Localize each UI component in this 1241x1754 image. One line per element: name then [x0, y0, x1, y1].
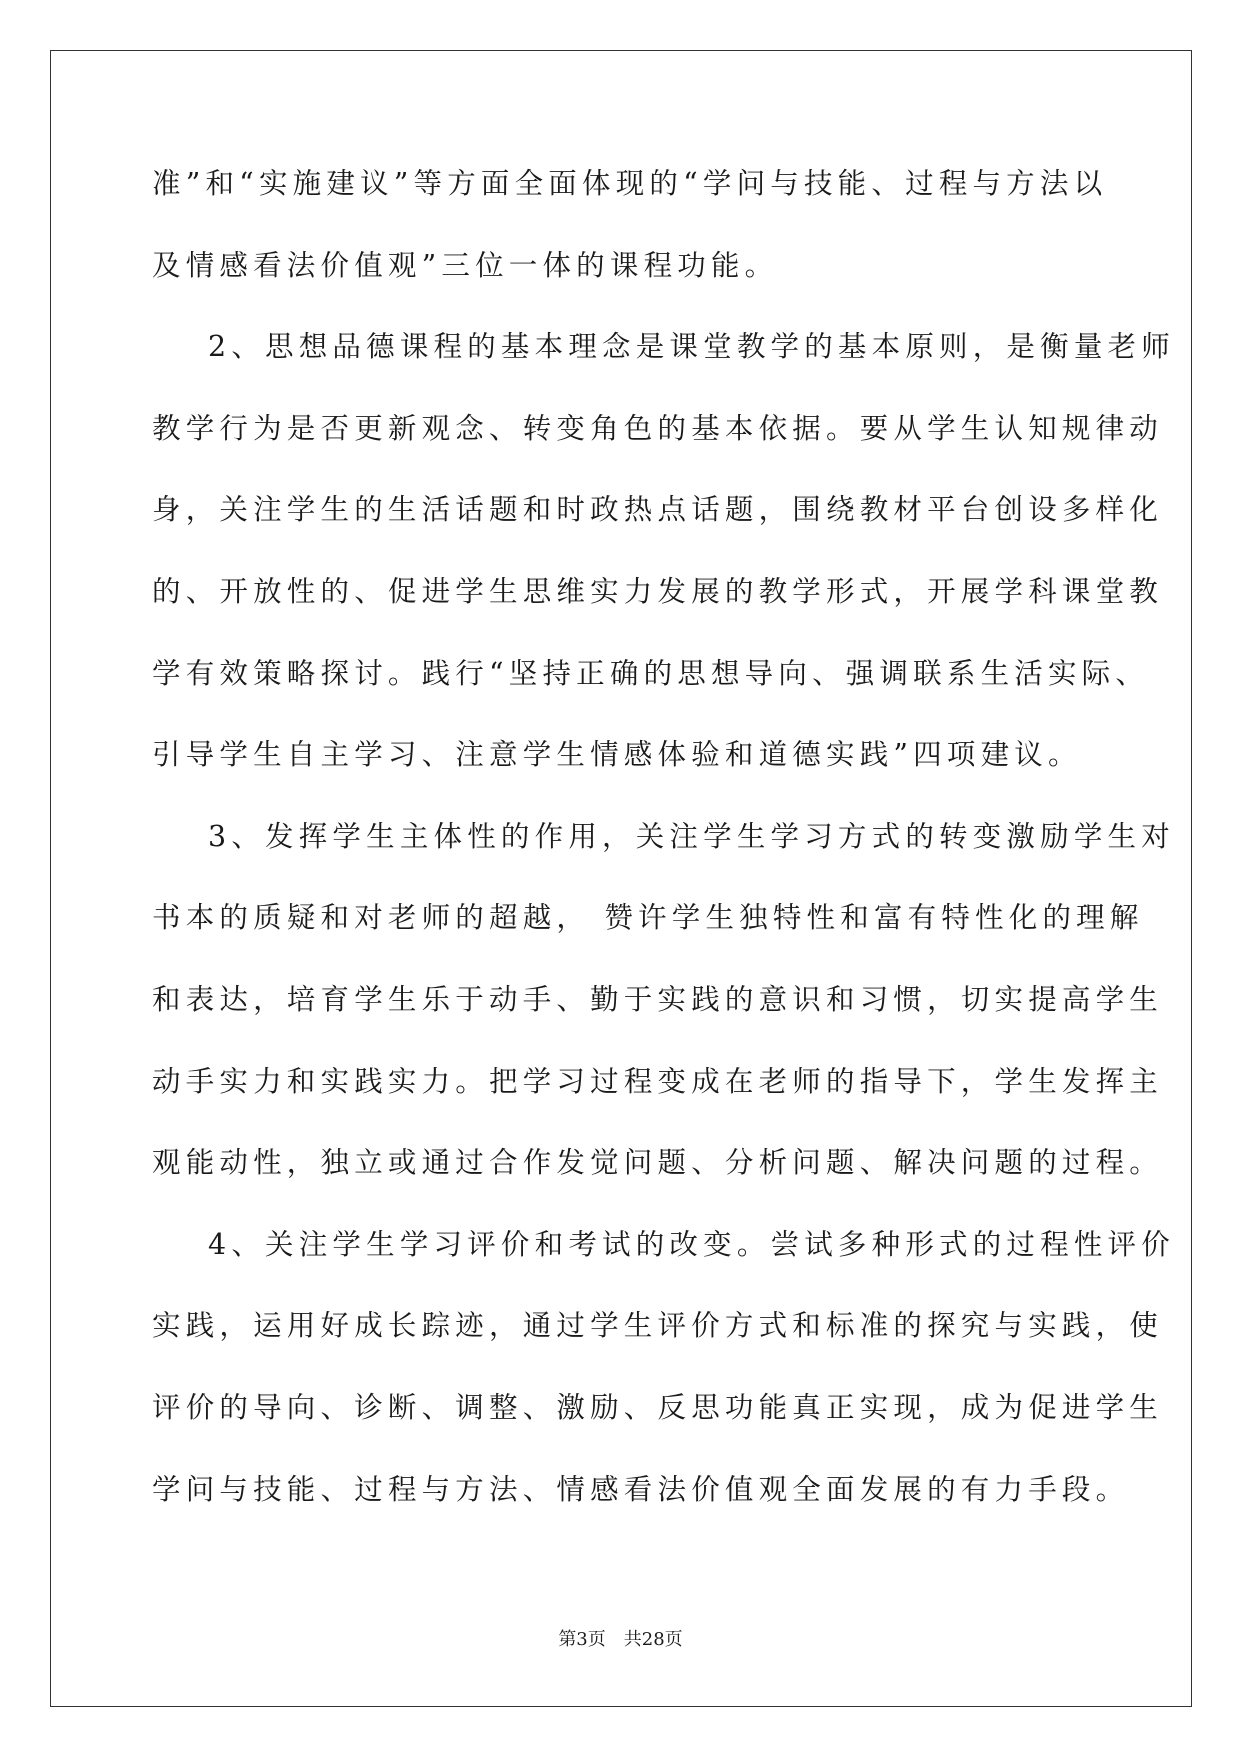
text-line: 实践，运用好成长踪迹，通过学生评价方式和标准的探究与实践，使: [152, 1309, 1164, 1343]
text-line: 和表达，培育学生乐于动手、勤于实践的意识和习惯，切实提高学生: [152, 982, 1164, 1016]
text-line: 3、发挥学生主体性的作用，关注学生学习方式的转变激励学生对: [208, 819, 1175, 853]
page-total: 共28页: [623, 1629, 683, 1650]
text-line: 动手实力和实践实力。把学习过程变成在老师的指导下，学生发挥主: [152, 1064, 1164, 1098]
text-line: 4、关注学生学习评价和考试的改变。尝试多种形式的过程性评价: [208, 1227, 1175, 1261]
text-line: 教学行为是否更新观念、转变角色的基本依据。要从学生认知规律动: [152, 411, 1164, 445]
text-line: 及情感看法价值观”三位一体的课程功能。: [152, 248, 779, 282]
page-number: 第3页: [558, 1629, 606, 1650]
text-line: 书本的质疑和对老师的超越， 赞许学生独特性和富有特性化的理解: [152, 901, 1144, 935]
text-line: 评价的导向、诊断、调整、激励、反思功能真正实现，成为促进学生: [152, 1390, 1164, 1424]
text-line: 准”和“实施建议”等方面全面体现的“学问与技能、过程与方法以: [152, 167, 1108, 200]
text-line: 的、开放性的、促进学生思维实力发展的教学形式，开展学科课堂教: [152, 574, 1164, 608]
page-footer: [0, 1625, 1241, 1651]
text-line: 2、思想品德课程的基本理念是课堂教学的基本原则，是衡量老师: [208, 330, 1175, 364]
text-line: 身，关注学生的生活话题和时政热点话题，围绕教材平台创设多样化: [152, 493, 1164, 527]
text-line: 学有效策略探讨。践行“坚持正确的思想导向、强调联系生活实际、: [152, 656, 1150, 690]
text-line: 学问与技能、过程与方法、情感看法价值观全面发展的有力手段。: [152, 1472, 1130, 1506]
body-text: [152, 161, 1175, 1548]
text-line: 观能动性，独立或通过合作发觉问题、分析问题、解决问题的过程。: [152, 1146, 1164, 1180]
text-line: 引导学生自主学习、注意学生情感体验和道德实践”四项建议。: [152, 738, 1082, 772]
